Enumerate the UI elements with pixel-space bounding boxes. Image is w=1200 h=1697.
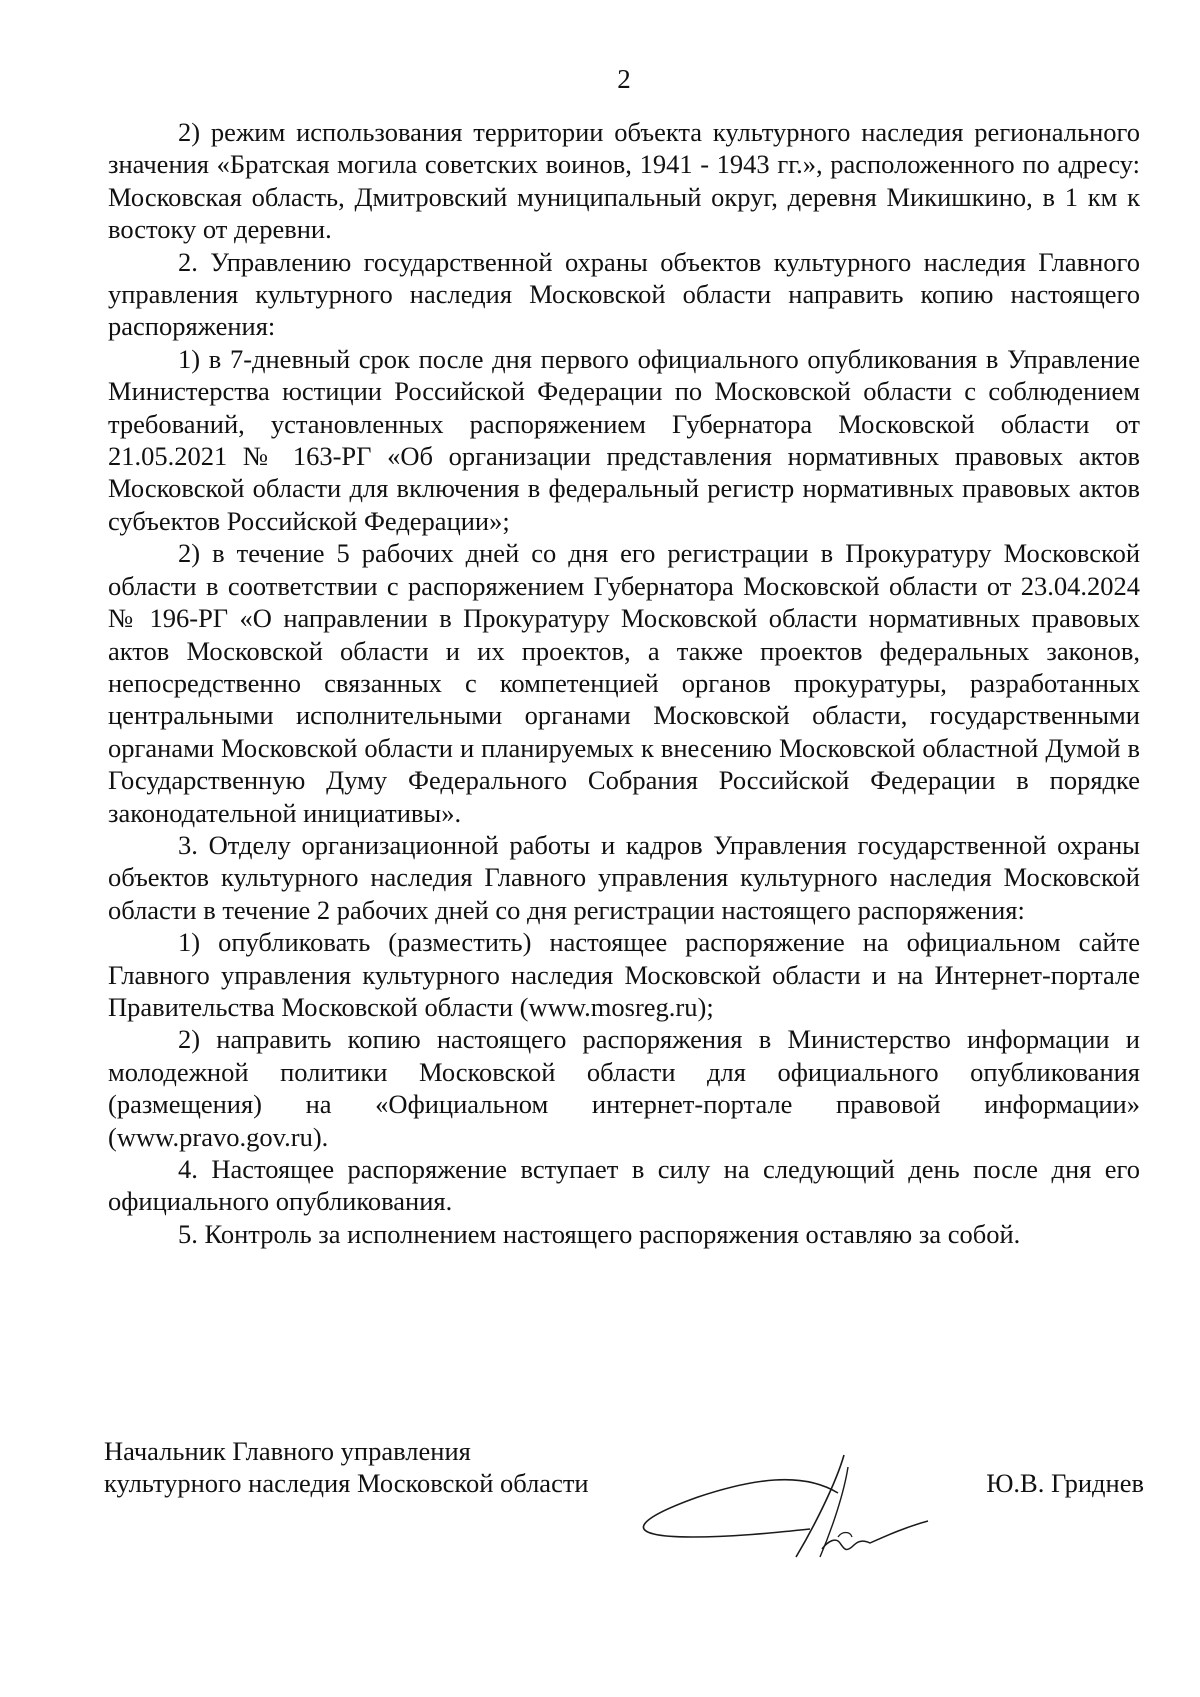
paragraph: 2. Управлению государственной охраны объектов культурного наследия Главного управления культурного наследия Московской области направить копию настоящего распоряжения: (108, 246, 1140, 342)
paragraph: 1) опубликовать (разместить) настоящее распоряжение на официальном сайте Главного управления культурного наследия Московской области и на Интернет-портале Правительства Московской области (www.mosreg.ru); (108, 927, 1140, 1022)
signer-name: Ю.В. Гриднев (986, 1468, 1144, 1498)
signature-block (104, 1435, 1144, 1499)
paragraph: 5. Контроль за исполнением настоящего распоряжения оставляю за собой. (178, 1218, 1021, 1249)
handwritten-signature (632, 1445, 932, 1565)
document-body (108, 116, 1140, 1250)
signer-title-line-2: культурного наследия Московской области (104, 1468, 589, 1498)
paragraph: 2) направить копию настоящего распоряжения в Министерство информации и молодежной политики Московской области для официального опубликования (размещения) на «Официальном интернет-портале правовой информации» (www.pravo.gov.ru). (108, 1024, 1140, 1152)
paragraph: 3. Отделу организационной работы и кадров Управления государственной охраны объектов культурного наследия Главного управления культурного наследия Московской области в течение 2 рабочих дней со дня регистрации настоящего распоряжения: (108, 829, 1140, 925)
paragraph: 1) в 7-дневный срок после дня первого официального опубликования в Управление Министерства юстиции Российской Федерации по Московской области с соблюдением требований, установленных распоряжением Губернатора Московской области от 21.05.2021 № 163-РГ «Об организации представления нормативных правовых актов Московской области для включения в федеральный регистр нормативных правовых актов субъектов Российской Федерации»; (108, 343, 1140, 536)
page-number: 2 (617, 64, 631, 94)
signer-title-line-1: Начальник Главного управления (104, 1436, 471, 1466)
paragraph: 4. Настоящее распоряжение вступает в силу на следующий день после дня его официального опубликования. (108, 1154, 1140, 1217)
paragraph: 2) в течение 5 рабочих дней со дня его регистрации в Прокуратуру Московской области в соответствии с распоряжением Губернатора Московской области от 23.04.2024 № 196-РГ «О направлении в Прокуратуру Московской области нормативных правовых актов Московской области и их проектов, а также проектов федеральных законов, непосредственно связанных с компетенцией органов прокуратуры, разработанных центральными исполнительными органами Московской области, государственными органами Московской области и планируемых к внесению Московской областной Думой в Государственную Думу Федерального Собрания Российской Федерации в порядке законодательной инициативы». (108, 538, 1140, 828)
paragraph: 2) режим использования территории объекта культурного наследия регионального значения «Братская могила советских воинов, 1941 - 1943 гг.», расположенного по адресу: Московская область, Дмитровский муниципальный округ, деревня Микишкино, в 1 км к востоку от деревни. (108, 117, 1140, 245)
